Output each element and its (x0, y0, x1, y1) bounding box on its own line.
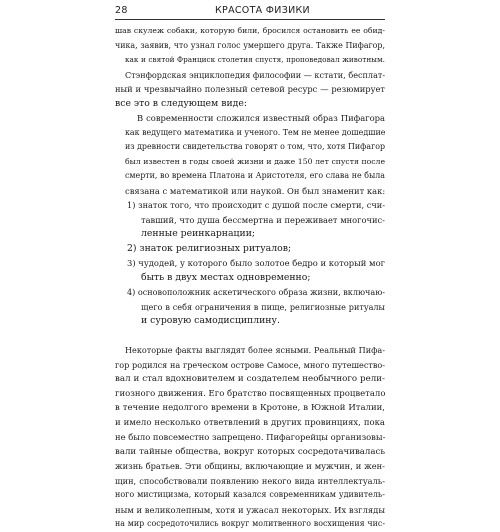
page-number: 28 (115, 5, 128, 16)
list-item-line: 4) основоположник аскетического образа жизни, включаю- (127, 287, 386, 297)
body-text (115, 24, 385, 532)
text-line: Стэнфордская энциклопедия философии — кстати, бесплат- (125, 69, 386, 80)
text-line: гиозного движения. Его братство посвященных процветало (115, 388, 386, 399)
quote-line: В современности сложился известный образ Пифагора (137, 113, 385, 123)
text-line: как и святой Франциск столетия спустя, проповедовал животным. (125, 55, 385, 64)
quote-line: как ведущего математика и ученого. Тем не менее дошедшие (125, 127, 386, 137)
text-line: гор родился на греческом острове Самосе, много путешество- (115, 359, 385, 370)
list-item-line: ленные реинкарнации; (141, 228, 256, 239)
quote-line: смерти, во времена Платона и Аристотеля, его слава не была (125, 171, 385, 180)
list-item-line: щего в себя ограничения в пище, религиозные ритуалы (141, 301, 385, 312)
text-line: шав скулеж собаки, которую били, бросился остановить ее обид- (115, 26, 385, 35)
text-line: чика, заявив, что узнал голос умершего друга. Также Пифагор, (115, 40, 385, 50)
text-line: на мир сосредоточились вокруг молитвенного восхищения чис- (115, 519, 385, 528)
text-line: Некоторые факты выглядят более ясными. Реальный Пифа- (125, 345, 385, 355)
text-line: не было повсеместно запрещено. Пифагорейцы организовы- (115, 432, 386, 442)
text-line: вали тайные общества, вокруг которых сосредотачивалась (115, 446, 385, 457)
text-line: жизнь братьев. Эти общины, включающие и мужчин, и жен- (115, 461, 385, 471)
list-item-line: и суровую самодисциплину. (141, 315, 280, 326)
text-line: вал и стал вдохновителем и создателем необычного рели- (115, 374, 385, 384)
text-line: все это в следующем виде: (115, 97, 248, 109)
text-line: ным и великолепным, хотя и ужасал некоторых. Их взгляды (115, 504, 385, 515)
list-item-line: 3) чудодей, у которого было золотое бедро и который мог (127, 258, 385, 268)
text-line: и имело несколько ответвлений в других провинциях, пока (115, 417, 385, 428)
text-line: ный и чрезвычайно полезный сетевой ресурс — резюмирует (115, 84, 385, 94)
running-head (115, 5, 385, 19)
text-line: ного мистицизма, который казался современникам удивитель- (115, 490, 385, 499)
list-item-line: быть в двух местах одновременно; (141, 271, 311, 283)
text-line: щин, способствовали появлению некого вида интеллектуаль- (115, 475, 385, 486)
running-title: КРАСОТА ФИЗИКИ (215, 5, 310, 16)
quote-line: связана с математикой или наукой. Он был знаменит как: (125, 185, 386, 196)
quote-line: был известен в годы своей жизни и даже 150 лет спустя после (125, 156, 385, 166)
list-item-line: 1) знаток того, что происходит с душой после смерти, счи- (127, 200, 385, 210)
list-item-line: 2) знаток религиозных ритуалов; (127, 242, 292, 254)
list-item-line: тавший, что душа бессмертна и переживает многочис- (141, 214, 385, 225)
paragraph-gap (115, 329, 385, 344)
text-line: в течение недолгого времени в Кротоне, в Южной Италии, (115, 403, 385, 413)
header-rule (115, 19, 385, 20)
quote-line: из древности свидетельства говорят о том, что, хотя Пифагор (125, 142, 385, 151)
